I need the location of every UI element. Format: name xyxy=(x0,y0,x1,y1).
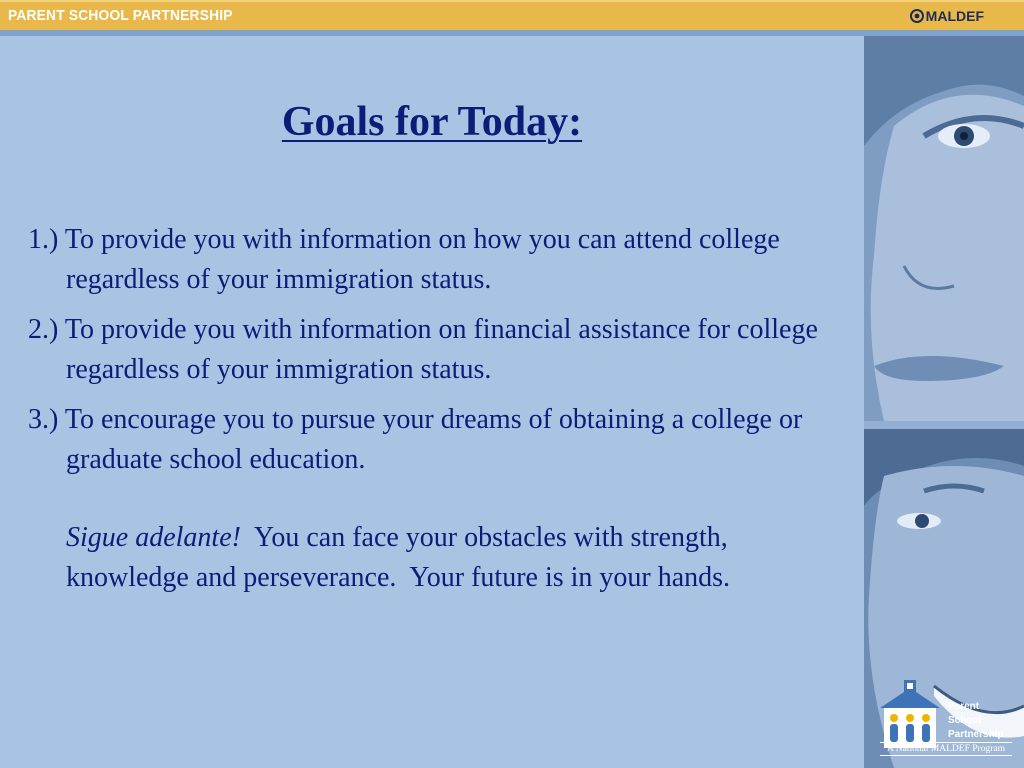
closing-text: You can face your obstacles with strength, knowledge and perseverance. Your future is in your hands. xyxy=(66,522,735,593)
faces-illustration xyxy=(864,36,1024,768)
closing-emphasis: Sigue adelante! xyxy=(66,522,241,553)
goal-item-2: 2.) To provide you with information on financial assistance for college regardless of your immigration status. xyxy=(28,314,818,385)
goal-item-1: 1.) To provide you with information on how you can attend college regardless of your immigration status. xyxy=(28,224,780,295)
goals-content xyxy=(28,220,848,598)
maldef-logo xyxy=(910,8,984,24)
header-bar xyxy=(0,0,1024,30)
maldef-name: MALDEF xyxy=(925,8,984,24)
student-photo xyxy=(864,36,1024,768)
logo-line-partnership: Partnership xyxy=(948,729,1004,740)
logo-line-school: School xyxy=(948,715,982,726)
closing-message xyxy=(66,518,848,598)
brand-title: PARENT SCHOOL PARTNERSHIP xyxy=(8,7,233,24)
slide-title: Goals for Today: xyxy=(281,99,583,145)
goal-item-3: 3.) To encourage you to pursue your dreams of obtaining a college or graduate school education. xyxy=(28,404,803,475)
logo-line-parent: Parent xyxy=(948,701,980,712)
logo-footer: A National MALDEF Program xyxy=(880,742,1012,756)
psp-logo-text xyxy=(948,700,1004,742)
maldef-seal-icon xyxy=(910,9,924,23)
